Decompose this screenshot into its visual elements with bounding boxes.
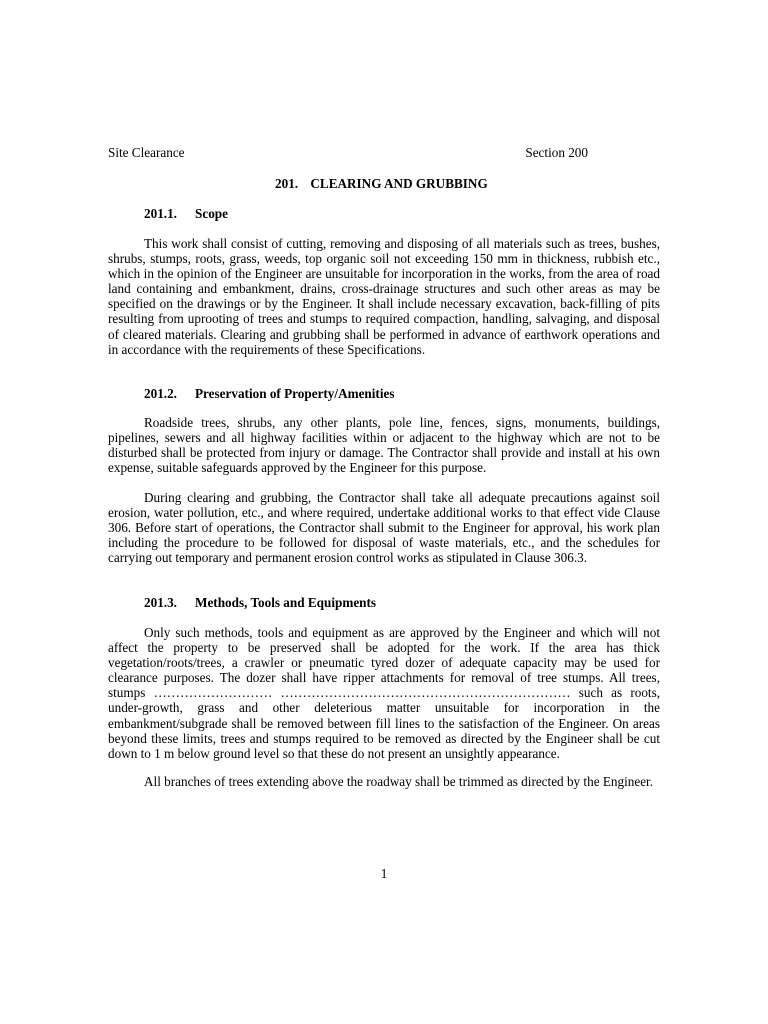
subsection-number: 201.2. xyxy=(144,386,177,401)
header-left-title: Site Clearance xyxy=(108,145,185,160)
document-page xyxy=(108,0,660,1024)
subsection-number: 201.1. xyxy=(144,206,177,221)
running-header xyxy=(108,145,588,161)
section-title xyxy=(108,176,660,191)
subsection-heading-methods xyxy=(144,595,376,610)
subsection-heading-scope xyxy=(144,206,228,221)
paragraph-scope: This work shall consist of cutting, removing and disposing of all materials such as trees, bushes, shrubs, stumps, roots, grass, weeds, top organic soil not exceeding 150 mm in thickness, rubbish etc., which in the opinion of the Engineer are unsuitable for incorporation in the works, from the area of road land containing and embankment, drains, cross-drainage structures and such other areas as may be specified on the drawings or by the Engineer. It shall include necessary excavation, back-filling of pits resulting from uprooting of trees and stumps to required compaction, handling, salvaging, and disposal of cleared materials. Clearing and grubbing shall be performed in advance of earthwork operations and in accordance with the requirements of these Specifications. xyxy=(108,236,660,357)
subsection-number: 201.3. xyxy=(144,595,177,610)
paragraph-methods-1: Only such methods, tools and equipment as are approved by the Engineer and which will not affect the property to be preserved shall be adopted for the work. If the area has thick vegetation/roots/trees, a crawler or pneumatic tyred dozer of adequate capacity may be used for clearance purposes. The dozer shall have ripper attachments for removal of tree stumps. All trees, stumps ……………………… ………………………………………………………… such as roots, under-growth, grass and other deleterious matter unsuitable for incorporation in the embankment/subgrade shall be removed between fill lines to the satisfaction of the Engineer. On areas beyond these limits, trees and stumps required to be removed as directed by the Engineer shall be cut down to 1 m below ground level so that these do not present an unsightly appearance. xyxy=(108,625,660,761)
header-section-label: Section 200 xyxy=(525,145,588,160)
subsection-title: Scope xyxy=(195,206,228,221)
section-title-text: CLEARING AND GRUBBING xyxy=(310,176,488,191)
subsection-title: Preservation of Property/Amenities xyxy=(195,386,395,401)
subsection-heading-preservation xyxy=(144,386,394,401)
subsection-title: Methods, Tools and Equipments xyxy=(195,595,377,610)
section-title-number: 201. xyxy=(275,176,299,191)
paragraph-preservation-2: During clearing and grubbing, the Contractor shall take all adequate precautions against soil erosion, water pollution, etc., and where required, undertake additional works to that effect vide Clause 306. Before start of operations, the Contractor shall submit to the Engineer for approval, his work plan including the procedure to be followed for disposal of waste materials, etc., and the schedules for carrying out temporary and permanent erosion control works as stipulated in Clause 306.3. xyxy=(108,490,660,566)
paragraph-preservation-1: Roadside trees, shrubs, any other plants, pole line, fences, signs, monuments, buildings, pipelines, sewers and all highway facilities within or adjacent to the highway which are not to be disturbed shall be protected from injury or damage. The Contractor shall provide and install at his own expense, suitable safeguards approved by the Engineer for this purpose. xyxy=(108,415,660,476)
paragraph-methods-2: All branches of trees extending above the roadway shall be trimmed as directed by the Engineer. xyxy=(144,774,654,789)
page-number: 1 xyxy=(380,866,388,881)
